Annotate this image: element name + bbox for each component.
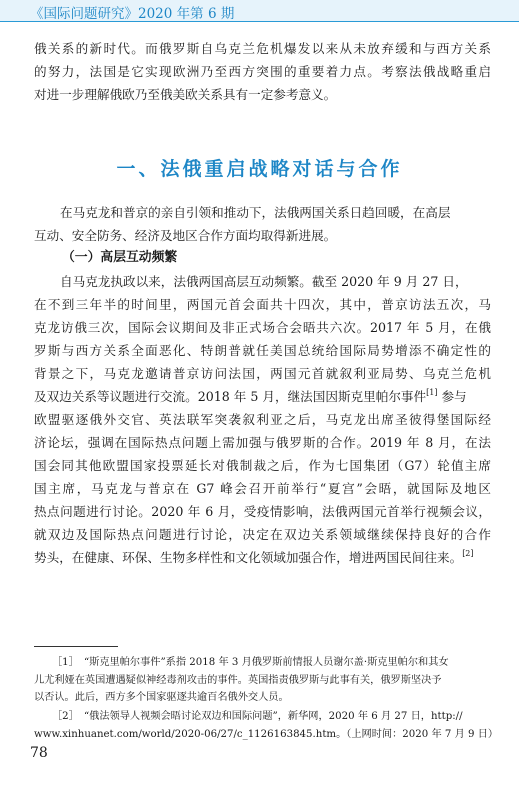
footnote-line: ［2］ “俄法领导人视频会晤讨论双边和国际问题”，新华网，2020 年 6 月 27 日，http://: [52, 711, 463, 722]
text-line: 在不到三年半的时间里，两国元首会面共十四次，其中，普京访法五次，马: [34, 297, 491, 312]
text-line: 自马克龙执政以来，法俄两国高层互动频繁。截至 2020 年 9 月 27 日，: [60, 274, 468, 289]
running-header: [0, 0, 519, 22]
footnote-ref-2[interactable]: [2]: [462, 549, 474, 558]
text-segment: 参与: [437, 389, 467, 404]
text-line: 互动、安全防务、经济及地区合作方面均取得新进展。: [34, 228, 337, 243]
text-line: [34, 546, 491, 569]
section-intro-paragraph: [34, 201, 491, 247]
footnote-2: [34, 708, 499, 743]
footnote-line: ［1］ “斯克里帕尔事件”系指 2018 年 3 月俄罗斯前情报人员谢尔盖·斯克里帕尔和其女: [52, 657, 449, 668]
text-line: 国会同其他欧盟国家投票延长对俄制裁之后，作为七国集团（G7）轮值主席: [34, 458, 491, 473]
text-line: 罗斯与西方关系全面恶化、特朗普就任美国总统给国际局势增添不确定性的: [34, 343, 491, 358]
body-paragraph: [34, 270, 491, 569]
text-line: 国主席，马克龙与普京在 G7 峰会召开前举行“夏宫”会晤，就国际及地区: [34, 481, 491, 496]
section-heading: 一、法俄重启战略对话与合作: [116, 158, 403, 180]
text-segment: 势头，在健康、环保、生物多样性和文化领域加强合作，增进两国民间往来。: [34, 550, 463, 565]
text-line: 背景之下，马克龙邀请普京访问法国，两国元首就叙利亚局势、乌克兰危机: [34, 366, 491, 381]
intro-paragraph: [34, 37, 491, 106]
text-line: 热点问题进行讨论。2020 年 6 月，受疫情影响，法俄两国元首举行视频会议，: [34, 504, 491, 519]
text-line: 在马克龙和普京的亲自引领和推动下，法俄两国关系日趋回暖，在高层: [60, 205, 451, 220]
journal-title: 《国际问题研究》2020 年第 6 期: [30, 6, 235, 22]
text-line: 的努力，法国是它实现欧洲乃至西方突围的重要着力点。考察法俄战略重启: [34, 64, 491, 79]
text-line: 俄关系的新时代。而俄罗斯自乌克兰危机爆发以来从未放弃缓和与西方关系: [34, 41, 491, 56]
text-line: 就双边及国际热点问题进行讨论，决定在双边关系领域继续保持良好的合作: [34, 527, 491, 542]
text-segment: 及双边关系等议题进行交流。2018 年 5 月，继法国因斯克里帕尔事件: [34, 389, 427, 404]
footnote-divider: [34, 646, 118, 647]
subheading: （一）高层互动频繁: [62, 250, 178, 265]
text-line: [34, 385, 491, 408]
text-line: 济论坛，强调在国际热点问题上需加强与俄罗斯的合作。2019 年 8 月，在法: [34, 435, 491, 450]
footnote-1: [34, 654, 491, 707]
footnote-line: 以否认。此后，西方多个国家驱逐共逾百名俄外交人员。: [34, 692, 289, 703]
page-number: 78: [30, 745, 48, 761]
text-line: 对进一步理解俄欧乃至俄美欧关系具有一定参考意义。: [34, 87, 337, 102]
text-line: 欧盟驱逐俄外交官、英法联军突袭叙利亚之后，马克龙出席圣彼得堡国际经: [34, 412, 491, 427]
footnote-ref-1[interactable]: [1]: [426, 388, 438, 397]
footnote-line: 儿尤利娅在英国遭遇疑似神经毒剂攻击的事件。英国指责俄罗斯与此事有关，俄罗斯坚决予: [34, 674, 442, 686]
footnote-line: www.xinhuanet.com/world/2020-06/27/c_1126163845.htm。（上网时间：2020 年 7 月 9 日）: [34, 728, 499, 740]
text-line: 克龙访俄三次，国际会议期间及非正式场合会晤共六次。2017 年 5 月，在俄: [34, 320, 491, 335]
